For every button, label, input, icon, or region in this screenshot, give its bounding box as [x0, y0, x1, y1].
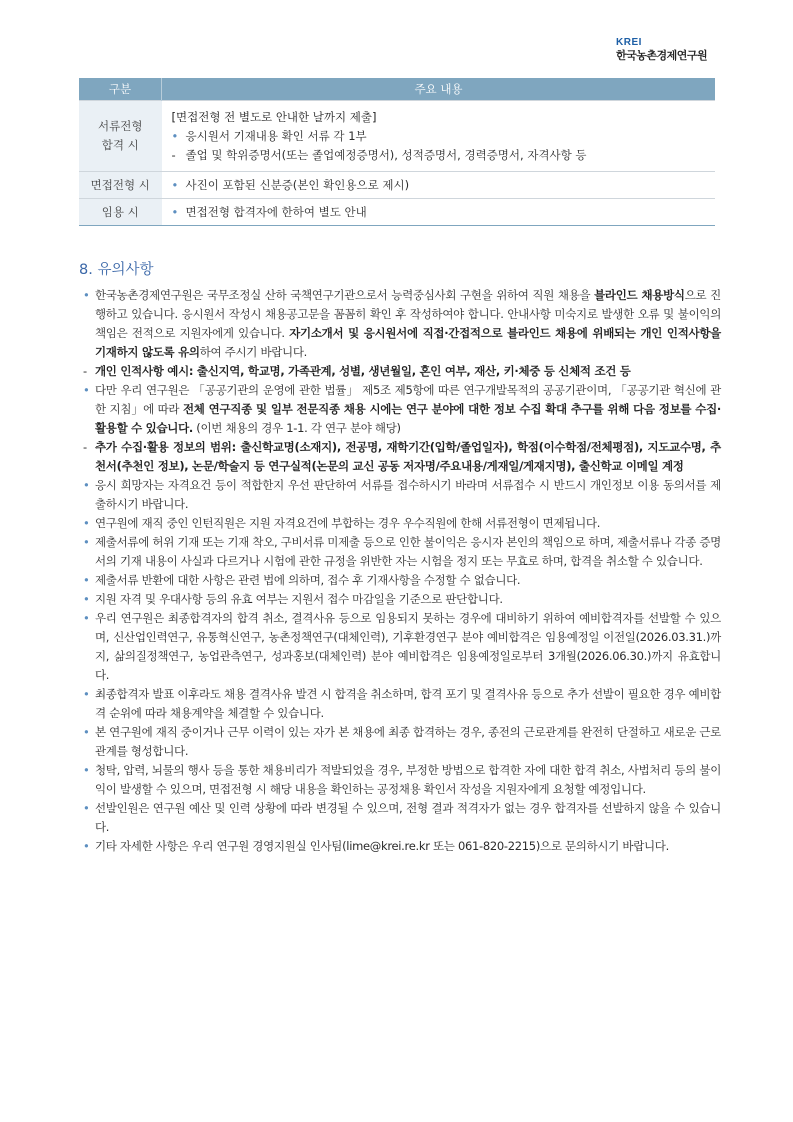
note-item	[79, 286, 721, 362]
bullet-marker: •	[171, 204, 179, 219]
dash-marker: -	[83, 440, 87, 454]
bullet-marker: •	[83, 592, 90, 606]
krei-logo	[602, 37, 722, 63]
note-bold-part: 자기소개서 및 응시원서에 직접·간접적으로 블라인드 채용에 위배되는 개인 인적사항을 기재하지 않도록 유의	[95, 326, 721, 359]
note-text: 본 연구원에 재직 중이거나 근무 이력이 있는 자가 본 채용에 최종 합격하는 경우, 종전의 근로관계를 완전히 단절하고 새로운 근로관계를 형성합니다.	[95, 725, 721, 758]
note-bold-part: 전체 연구직종 및 일부 전문직종 채용 시에는 연구 분야에 대한 정보 수집 확대 추구를 위해 다음 정보를 수집·활용할 수 있습니다.	[95, 402, 721, 435]
logo-mark: KREI	[616, 37, 642, 48]
row-label-line: 서류전형	[98, 119, 143, 133]
bullet-marker: •	[83, 801, 90, 815]
item-text: 면접전형 합격자에 한하여 별도 안내	[185, 204, 367, 219]
note-text: 청탁, 압력, 뇌물의 행사 등을 통한 채용비리가 적발되었을 경우, 부정한 방법으로 합격한 자에 대한 합격 취소, 사법처리 등의 불이익이 발생할 수 있으며, 면접전형 시 해당 내용을 확인하는 공정채용 확인서 작성을 지원자에게 요청할 예정입니다.	[95, 763, 721, 796]
row-content	[162, 199, 716, 226]
dash-marker: -	[83, 364, 87, 378]
bullet-marker: •	[83, 383, 90, 397]
bullet-marker: •	[83, 478, 90, 492]
note-item	[79, 381, 721, 438]
list-item	[172, 176, 716, 195]
note-text	[95, 381, 721, 438]
col-header-content: 주요 내용	[162, 78, 716, 101]
row-label: 임용 시	[79, 199, 162, 226]
note-item	[79, 609, 721, 685]
note-bold-part: 블라인드 채용방식	[594, 288, 685, 302]
dash-marker: -	[171, 147, 176, 162]
note-item	[79, 476, 721, 514]
bullet-marker: •	[83, 573, 90, 587]
bullet-marker: •	[171, 177, 179, 192]
table-header-row	[79, 78, 715, 101]
note-item	[79, 685, 721, 723]
note-text: 우리 연구원은 최종합격자의 합격 취소, 결격사유 등으로 임용되지 못하는 경우에 대비하기 위하여 예비합격자를 선발할 수 있으며, 신산업인력연구, 유통혁신연구, 농촌정책연구(대체인력), 기후환경연구 분야 예비합격은 임용예정일 이전일(2026.03.31.)까지, 삶의질정책연구, 농업관측연구, 성과홍보(대체인력) 분야 예비합격은 임용예정일로부터 3개월(2026.06.30.)까지 유효합니다.	[95, 611, 721, 682]
row-heading: [면접전형 전 별도로 안내한 날까지 제출]	[171, 109, 377, 124]
note-text: 응시 희망자는 자격요건 등이 적합한지 우선 판단하여 서류를 접수하시기 바라며 서류접수 시 반드시 개인정보 이용 동의서를 제출하시기 바랍니다.	[95, 478, 721, 511]
note-text-part: 하여 주시기 바랍니다.	[199, 345, 308, 359]
note-text: 개인 인적사항 예시: 출신지역, 학교명, 가족관계, 성별, 생년월일, 혼인 여부, 재산, 키·체중 등 신체적 조건 등	[95, 364, 631, 378]
org-name: 한국농촌경제연구원	[616, 49, 708, 62]
row-content	[162, 101, 716, 172]
col-header-category: 구분	[79, 78, 162, 101]
note-item	[79, 438, 721, 476]
note-item	[79, 533, 721, 571]
note-item	[79, 590, 721, 609]
notes-list	[79, 286, 721, 856]
item-text: 응시원서 기재내용 확인 서류 각 1부	[185, 128, 367, 143]
note-text: 선발인원은 연구원 예산 및 인력 상황에 따라 변경될 수 있으며, 전형 결과 적격자가 없는 경우 합격자를 선발하지 않을 수 있습니다.	[95, 801, 721, 834]
list-item	[172, 146, 716, 165]
document-table	[79, 78, 715, 226]
row-label	[79, 101, 162, 172]
table-row	[79, 199, 715, 226]
note-item	[79, 723, 721, 761]
row-content	[162, 172, 716, 199]
table-row	[79, 101, 715, 172]
note-text: 연구원에 재직 중인 인턴직원은 지원 자격요건에 부합하는 경우 우수직원에 한해 서류전형이 면제됩니다.	[95, 516, 601, 530]
row-label: 면접전형 시	[79, 172, 162, 199]
item-text: 졸업 및 학위증명서(또는 졸업예정증명서), 성적증명서, 경력증명서, 자격사항 등	[185, 147, 587, 162]
note-text: 지원 자격 및 우대사항 등의 유효 여부는 지원서 접수 마감일을 기준으로 판단합니다.	[95, 592, 503, 606]
note-text: 기타 자세한 사항은 우리 연구원 경영지원실 인사팀(lime@krei.re.kr 또는 061-820-2215)으로 문의하시기 바랍니다.	[95, 839, 669, 853]
note-text-part: (이번 채용의 경우 1-1. 각 연구 분야 해당)	[192, 421, 401, 435]
note-item	[79, 837, 721, 856]
note-item	[79, 761, 721, 799]
note-item	[79, 571, 721, 590]
note-text-part: 다만 우리 연구원은 「공공기관의 운영에 관한 법률」 제5조 제5항에 따른 연구개발목적의 공공기관이며, 「공공기관 혁신에 관한 지침」에 따라	[95, 383, 721, 416]
list-item	[172, 127, 716, 146]
section-title: 8. 유의사항	[79, 262, 154, 278]
note-text: 추가 수집·활용 정보의 범위: 출신학교명(소재지), 전공명, 재학기간(입학/졸업일자), 학점(이수학점/전체평점), 지도교수명, 추천서(추천인 정보), 논문/학술지 등 연구실적(논문의 교신 공동 저자명/주요내용/게재일/게재지명), 출신학교 이메일 계정	[95, 440, 721, 473]
bullet-marker: •	[83, 516, 90, 530]
note-item	[79, 514, 721, 533]
note-text: 제출서류에 허위 기재 또는 기재 착오, 구비서류 미제출 등으로 인한 불이익은 응시자 본인의 책임으로 하며, 제출서류나 각종 증명서의 기재 내용이 사실과 다르거나 시험에 관한 규정을 위반한 자는 시험을 정지 또는 무효로 하며, 합격을 취소할 수 있습니다.	[95, 535, 721, 568]
bullet-marker: •	[83, 763, 90, 777]
item-text: 사진이 포함된 신분증(본인 확인용으로 제시)	[185, 177, 410, 192]
bullet-marker: •	[83, 288, 90, 302]
note-item	[79, 799, 721, 837]
row-label-line: 합격 시	[101, 138, 139, 152]
bullet-marker: •	[83, 839, 90, 853]
note-text: 제출서류 반환에 대한 사항은 관련 법에 의하며, 접수 후 기재사항을 수정할 수 없습니다.	[95, 573, 521, 587]
bullet-marker: •	[171, 128, 179, 143]
note-text-part: 으로 진행하고 있습니다. 응시원서 작성시 채용공고문을 꼼꼼히 확인 후 작성하여야 합니다. 안내사항 미숙지로 발생한 오류 및 불이익의 책임은 전적으로 지원자에게 있습니다.	[95, 288, 721, 340]
bullet-marker: •	[83, 611, 90, 625]
note-text	[95, 286, 721, 362]
note-text-part: 한국농촌경제연구원은 국무조정실 산하 국책연구기관으로서 능력중심사회 구현을 위하여 직원 채용을	[95, 288, 595, 302]
bullet-marker: •	[83, 725, 90, 739]
list-item	[172, 203, 716, 222]
table-row	[79, 172, 715, 199]
note-text: 최종합격자 발표 이후라도 채용 결격사유 발견 시 합격을 취소하며, 합격 포기 및 결격사유 등으로 추가 선발이 필요한 경우 예비합격 순위에 따라 채용계약을 체결할 수 있습니다.	[95, 687, 721, 720]
bullet-marker: •	[83, 535, 90, 549]
bullet-marker: •	[83, 687, 90, 701]
note-item	[79, 362, 721, 381]
